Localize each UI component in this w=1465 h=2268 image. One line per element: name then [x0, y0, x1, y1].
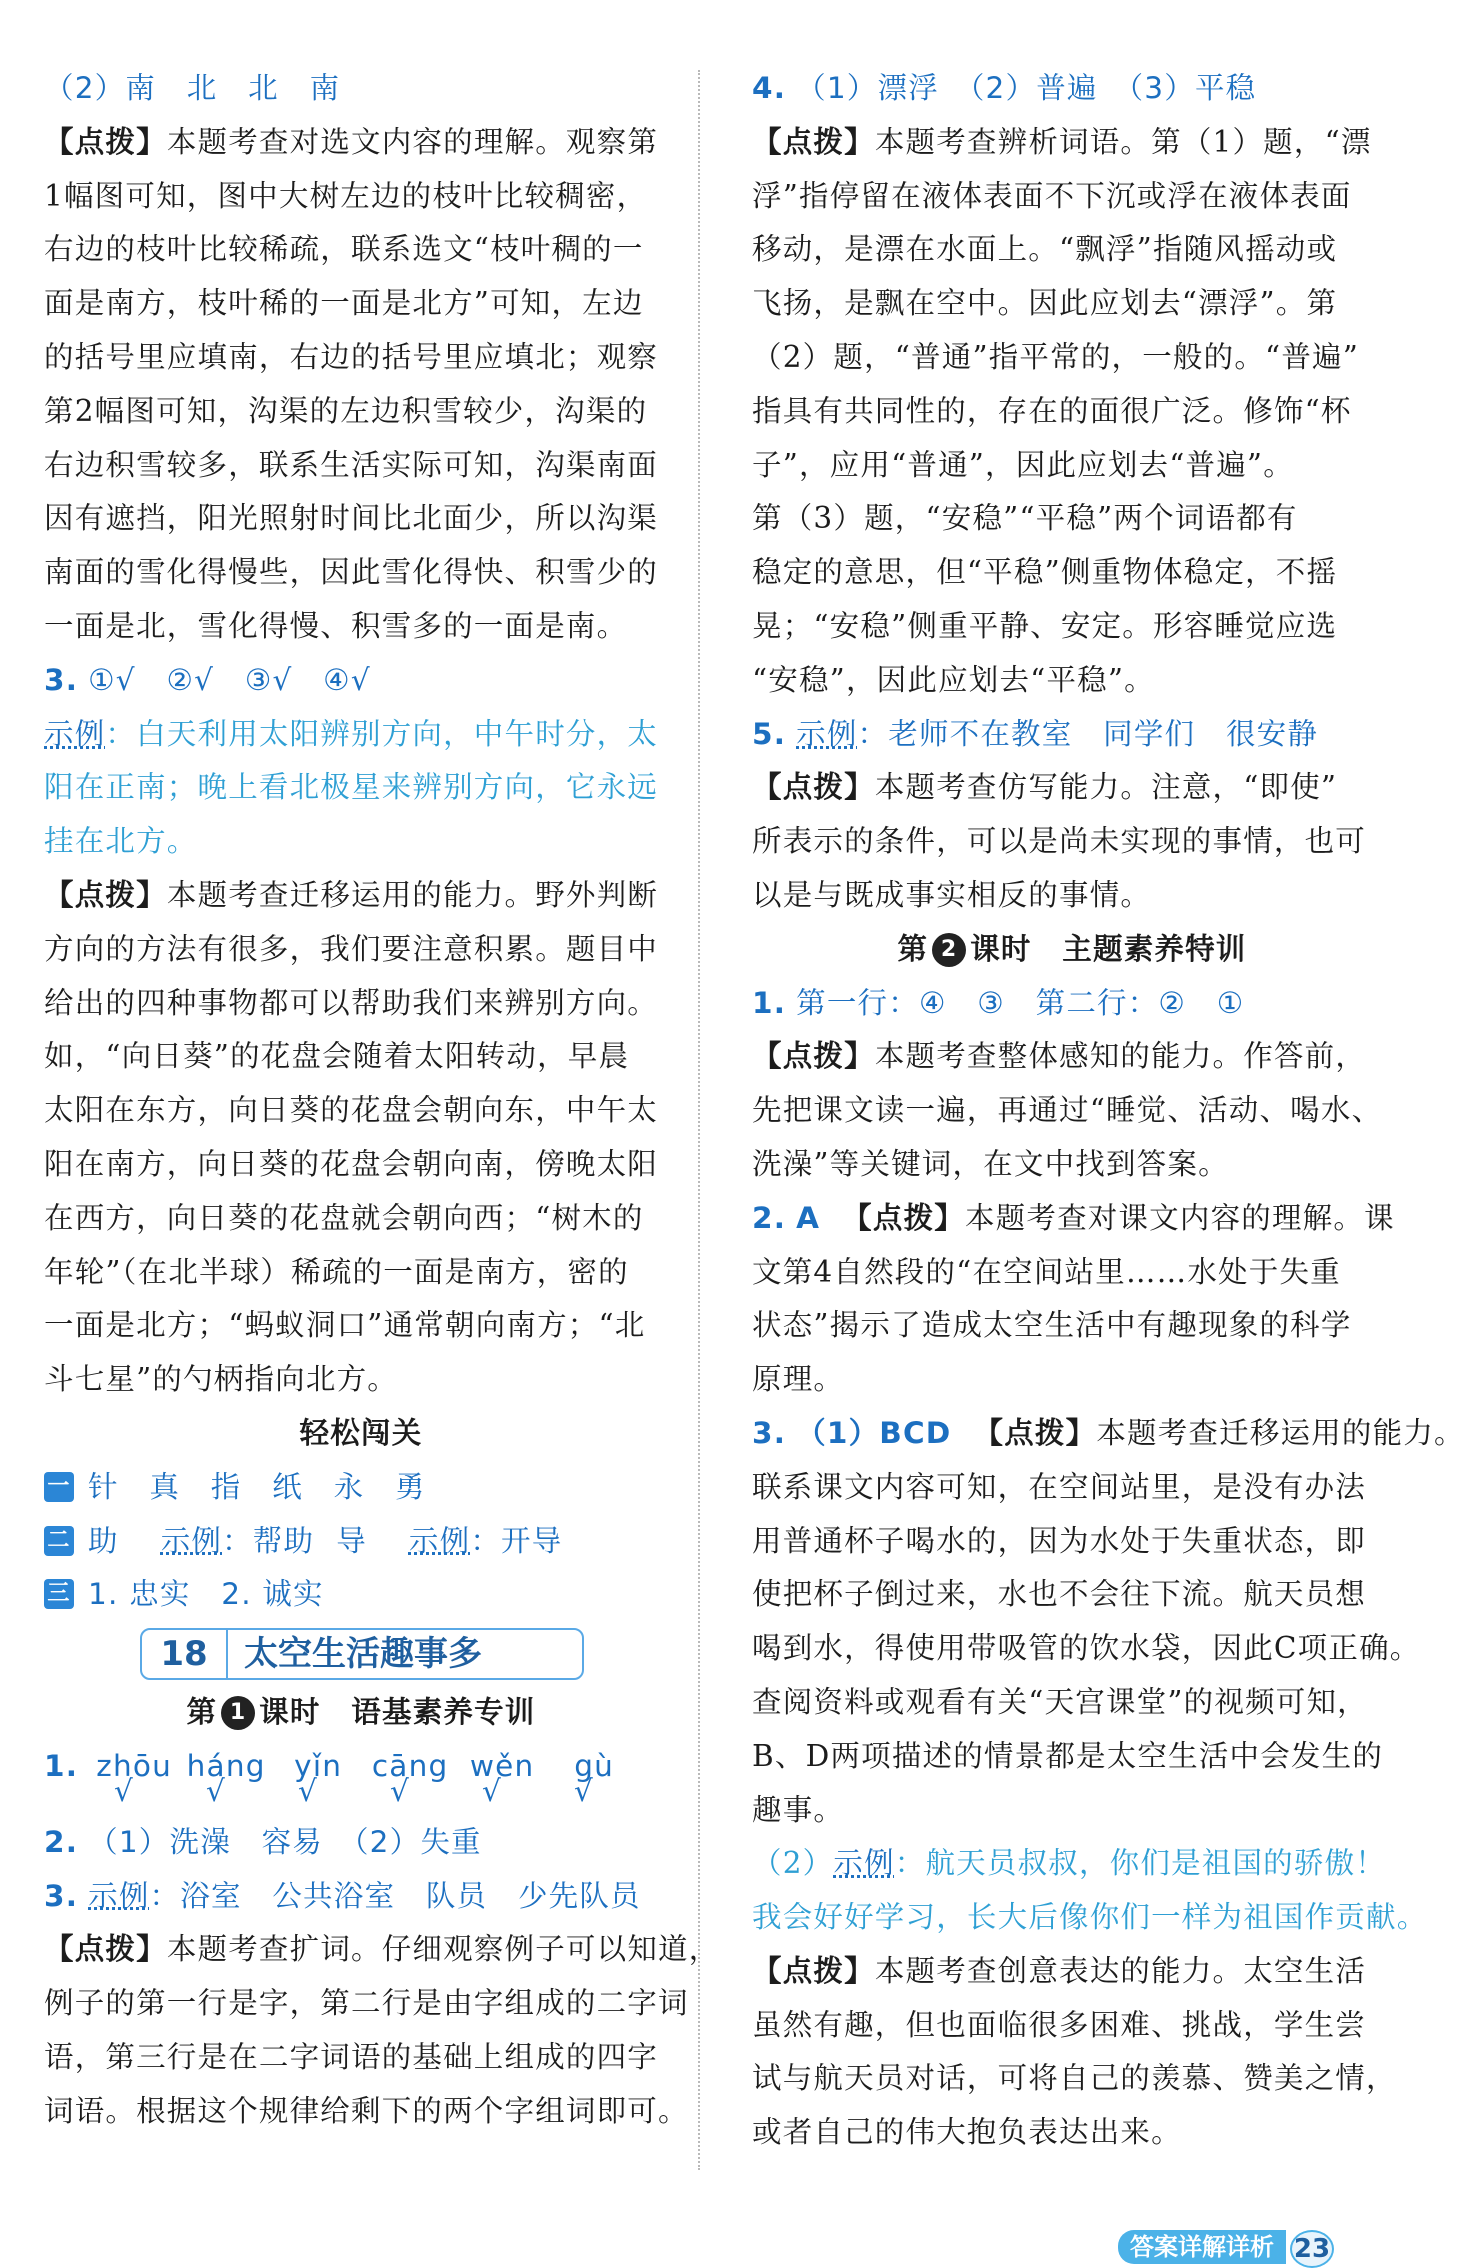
explanation-line: 例子的第一行是字，第二行是由字组成的二字词	[44, 1986, 689, 2021]
pinyin: zhōu	[96, 1748, 172, 1783]
lesson-number: 18	[142, 1630, 228, 1678]
explanation-line: 原理。	[752, 1362, 845, 1397]
explanation-line: 【点拨】本题考查创意表达的能力。太空生活	[752, 1953, 1367, 1988]
explanation-line: 或者自己的伟大抱负表达出来。	[752, 2115, 1182, 2150]
explanation-line: 稳定的意思，但“平稳”侧重物体稳定，不摇	[752, 555, 1338, 590]
question-2-answer: 2. （1）洗澡 容易 （2）失重	[44, 1824, 482, 1859]
hint-tag: 【点拨】	[973, 1415, 1097, 1450]
explanation-line: 指具有共同性的，存在的面很广泛。修饰“杯	[752, 393, 1352, 428]
lesson-title: 太空生活趣事多	[244, 1634, 482, 1675]
explanation-line: 如，“向日葵”的花盘会随着太阳转动，早晨	[44, 1039, 630, 1074]
s2-answer: 2. A 【点拨】本题考查对课文内容的理解。课	[752, 1200, 1395, 1235]
explanation-line: 【点拨】本题考查仿写能力。注意，“即使”	[752, 770, 1338, 805]
explanation-line: 右边积雪较多，联系生活实际可知，沟渠南面	[44, 447, 659, 482]
section-badge: 二	[44, 1526, 74, 1556]
explanation-line: 一面是北方；“蚂蚁洞口”通常朝向南方；“北	[44, 1308, 646, 1343]
explanation-line: 太阳在东方，向日葵的花盘会朝向东，中午太	[44, 1093, 659, 1128]
example-line: （2）示例：航天员叔叔，你们是祖国的骄傲！	[752, 1846, 1386, 1881]
example-line: 示例：白天利用太阳辨别方向，中午时分，太	[44, 716, 659, 751]
easy-item-1: 一 针 真 指 纸 永 勇	[44, 1461, 678, 1515]
hint-tag: 【点拨】	[44, 877, 167, 912]
pinyin: cāng	[371, 1748, 449, 1783]
easy-item-2: 二 助 示例：帮助 导 示例：开导	[44, 1515, 678, 1569]
explanation-line: 飞扬，是飘在空中。因此应划去“漂浮”。第	[752, 286, 1338, 321]
explanation-line: 面是南方，枝叶稀的一面是北方”可知，左边	[44, 286, 644, 321]
example-label: 示例	[44, 716, 106, 751]
explanation-line: 南面的雪化得慢些，因此雪化得快、积雪少的	[44, 555, 659, 590]
explanation-line: 趣事。	[752, 1792, 845, 1827]
explanation-line: 给出的四种事物都可以帮助我们来辨别方向。	[44, 985, 659, 1020]
explanation-line: 【点拨】本题考查迁移运用的能力。野外判断	[44, 877, 659, 912]
explanation-line: 试与航天员对话，可将自己的羡慕、赞美之情，	[752, 2061, 1397, 2096]
section-badge: 三	[44, 1579, 74, 1609]
page-number: 23	[1290, 2230, 1334, 2268]
pinyin: wěn	[469, 1748, 535, 1783]
explanation-line: 查阅资料或观看有关“天宫课堂”的视频可知，	[752, 1684, 1368, 1719]
explanation-line: 喝到水，得使用带吸管的饮水袋，因此C项正确。	[752, 1631, 1421, 1666]
explanation-line: 右边的枝叶比较稀疏，联系选文“枝叶稠的一	[44, 232, 644, 267]
s3-answer: 3. （1）BCD 【点拨】本题考查迁移运用的能力。	[752, 1415, 1465, 1450]
explanation-line: 第2幅图可知，沟渠的左边积雪较少，沟渠的	[44, 393, 648, 428]
example-line: 我会好好学习，长大后像你们一样为祖国作贡献。	[752, 1900, 1428, 1935]
explanation-line: “安稳”，因此应划去“平稳”。	[752, 662, 1155, 697]
pinyin-row: 1. zhōu háng yǐn cāng wěn gù	[44, 1740, 678, 1794]
hint-tag: 【点拨】	[752, 1039, 875, 1074]
page-footer	[1118, 2230, 1334, 2264]
question-3-answer: 3. 示例：浴室 公共浴室 队员 少先队员	[44, 1878, 641, 1913]
circle-number: 2	[932, 933, 966, 967]
explanation-line: 状态”揭示了造成太空生活中有趣现象的科学	[752, 1308, 1352, 1343]
hint-tag: 【点拨】	[842, 1200, 965, 1235]
explanation-line: 【点拨】本题考查整体感知的能力。作答前，	[752, 1039, 1367, 1074]
left-column	[44, 62, 720, 2138]
explanation-line: 文第4自然段的“在空间站里……水处于失重	[752, 1254, 1341, 1289]
hint-tag: 【点拨】	[752, 1953, 875, 1988]
explanation-line: 子”，应用“普通”，因此应划去“普遍”。	[752, 447, 1294, 482]
circle-number: 1	[221, 1696, 255, 1730]
explanation-line: 方向的方法有很多，我们要注意积累。题目中	[44, 931, 659, 966]
check-mark: √	[298, 1773, 318, 1808]
explanation-line: 晃；“安稳”侧重平静、安定。形容睡觉应选	[752, 608, 1338, 643]
example-line: 挂在北方。	[44, 824, 198, 859]
explanation-line: 1幅图可知，图中大树左边的枝叶比较稠密，	[44, 178, 648, 213]
explanation-line: 【点拨】本题考查辨析词语。第（1）题，“漂	[752, 124, 1372, 159]
s1-answer: 1. 第一行：④ ③ 第二行：② ①	[752, 985, 1245, 1020]
explanation-line: 浮”指停留在液体表面不下沉或浮在液体表面	[752, 178, 1352, 213]
explanation-line: 语，第三行是在二字词语的基础上组成的四字	[44, 2039, 659, 2074]
hint-tag: 【点拨】	[44, 1932, 167, 1967]
example-label: 示例	[160, 1523, 223, 1558]
pinyin: gù	[574, 1748, 615, 1783]
explanation-line: 用普通杯子喝水的，因为水处于失重状态，即	[752, 1523, 1367, 1558]
lesson-part-2-title: 第 2 课时 主题素养特训	[897, 931, 1247, 966]
check-mark: √	[574, 1773, 594, 1808]
example-label: 示例	[408, 1523, 471, 1558]
check-mark: √	[114, 1773, 134, 1808]
hint-tag: 【点拨】	[752, 770, 875, 805]
check-row	[44, 1773, 678, 1816]
explanation-line: 斗七星”的勺柄指向北方。	[44, 1362, 398, 1397]
answer-line: （2）南 北 北 南	[44, 71, 341, 105]
right-column	[752, 62, 1465, 2160]
explanation-line: 年轮”（在北半球）稀疏的一面是南方，密的	[44, 1254, 629, 1289]
explanation-line: （2）题，“普通”指平常的，一般的。“普遍”	[752, 339, 1359, 374]
question-3-answer: 3. ①√ ②√ ③√ ④√	[44, 662, 371, 697]
example-label: 示例	[833, 1846, 895, 1881]
question-5-answer: 5. 示例：老师不在教室 同学们 很安静	[752, 716, 1319, 751]
explanation-line: 先把课文读一遍，再通过“睡觉、活动、喝水、	[752, 1093, 1383, 1128]
explanation-line: 【点拨】本题考查扩词。仔细观察例子可以知道，	[44, 1932, 720, 1967]
section-badge: 一	[44, 1472, 74, 1502]
pinyin: háng	[186, 1748, 266, 1783]
question-4-answer: 4. （1）漂浮 （2）普遍 （3）平稳	[752, 71, 1257, 105]
explanation-line: 阳在南方，向日葵的花盘会朝向南，傍晚太阳	[44, 1146, 659, 1181]
explanation-line: 所表示的条件，可以是尚未实现的事情，也可	[752, 824, 1367, 859]
check-mark: √	[206, 1773, 226, 1808]
explanation-line: 洗澡”等关键词，在文中找到答案。	[752, 1146, 1229, 1181]
footer-title: 答案详解详析	[1118, 2230, 1286, 2264]
check-mark: √	[482, 1773, 502, 1808]
explanation-line: 以是与既成事实相反的事情。	[752, 877, 1152, 912]
example-line: 阳在正南；晚上看北极星来辨别方向，它永远	[44, 770, 659, 805]
lesson-title-box	[140, 1628, 584, 1680]
lesson-part-1-title: 第 1 课时 语基素养专训	[186, 1695, 536, 1730]
explanation-line: 使把杯子倒过来，水也不会往下流。航天员想	[752, 1577, 1367, 1612]
hint-tag: 【点拨】	[44, 124, 167, 159]
explanation-line: 的括号里应填南，右边的括号里应填北；观察	[44, 339, 659, 374]
explanation-line: B、D两项描述的情景都是太空生活中会发生的	[752, 1738, 1384, 1773]
explanation-line: 虽然有趣，但也面临很多困难、挑战，学生尝	[752, 2007, 1367, 2042]
explanation-line: 在西方，向日葵的花盘就会朝向西；“树木的	[44, 1200, 644, 1235]
column-divider	[698, 70, 700, 2170]
example-label: 示例	[796, 716, 858, 751]
hint-tag: 【点拨】	[752, 124, 875, 159]
pinyin: yǐn	[294, 1748, 343, 1783]
example-label: 示例	[88, 1878, 150, 1913]
easy-item-3: 三 1. 忠实 2. 诚实	[44, 1568, 678, 1622]
explanation-line: 词语。根据这个规律给剩下的两个字组词即可。	[44, 2093, 689, 2128]
check-mark: √	[390, 1773, 410, 1808]
explanation-line: 移动，是漂在水面上。“飘浮”指随风摇动或	[752, 232, 1338, 267]
explanation-line: 一面是北，雪化得慢、积雪多的一面是南。	[44, 608, 628, 643]
explanation-line: 联系课文内容可知，在空间站里，是没有办法	[752, 1469, 1367, 1504]
section-title-easy: 轻松闯关	[299, 1415, 423, 1450]
explanation-line: 第（3）题，“安稳”“平稳”两个词语都有	[752, 501, 1298, 536]
explanation-line: 【点拨】本题考查对选文内容的理解。观察第	[44, 124, 659, 159]
explanation-line: 因有遮挡，阳光照射时间比北面少，所以沟渠	[44, 501, 659, 536]
